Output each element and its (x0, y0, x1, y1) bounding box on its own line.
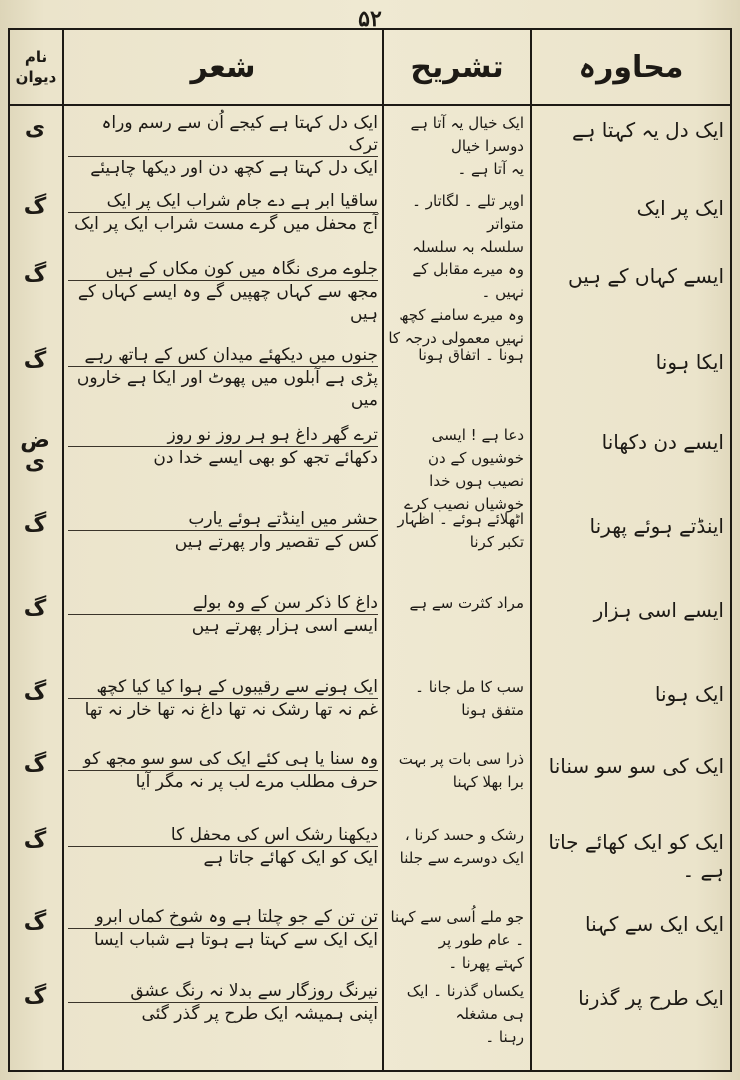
explanation-line: اٹھلائے ہوئے ۔ اظہار تکبر کرنا (397, 510, 524, 551)
divan-code: گ (23, 596, 47, 621)
verse-couplet (68, 592, 378, 637)
verse-line: جنوں میں دیکھئے میدان کس کے ہاتھ رہے (68, 344, 378, 367)
idiom-text: ایک کی سو سو سنانا (548, 754, 724, 778)
divan-code: گ (23, 828, 47, 853)
divan-code: گ (23, 752, 47, 777)
idiom-text: ایسے اسی ہزار (593, 598, 724, 622)
verse-line: داغ کا ذکر سن کے وہ بولے (68, 592, 378, 615)
divan-code: گ (23, 194, 47, 219)
verse-couplet (68, 676, 378, 721)
explanation-text (388, 190, 524, 259)
explanation-text (388, 508, 524, 554)
explanation-line: نصیب ہوں خدا خوشیاں نصیب کرے (404, 472, 524, 513)
divan-code: گ (23, 910, 47, 935)
verse-line: نیرنگ روزگار سے بدلا نہ رنگ عشق (68, 980, 378, 1003)
explanation-line: دعا ہے ! ایسی خوشیوں کے دن (427, 426, 524, 467)
explanation-line: رشک و حسد کرنا ، ایک دوسرے سے جلنا (399, 826, 524, 867)
divan-code: ی (24, 116, 46, 141)
explanation-line: جو ملے اُسی سے کہنا ۔ عام طور پر (390, 908, 524, 949)
verse-couplet (68, 112, 378, 179)
explanation-text (388, 258, 524, 350)
explanation-text (388, 748, 524, 794)
verse-line: ساقیا ابر ہے دے جام شراب ایک پر ایک (68, 190, 378, 213)
explanation-text (388, 592, 524, 615)
header-divan-line: نام (24, 48, 48, 66)
explanation-line: مراد کثرت سے ہے (409, 594, 524, 612)
explanation-line: وہ میرے سامنے کچھ نہیں معمولی درجہ کا (388, 306, 524, 347)
verse-line: ایک دل کہتا ہے کچھ دن اور دیکھا چاہیئے (90, 158, 378, 178)
explanation-text (388, 344, 524, 367)
idiom-text: ایکا ہونا (655, 350, 724, 374)
verse-line: وہ سنا یا ہی کئے ایک کی سو سو مجھ کو (68, 748, 378, 771)
verse-line: مجھ سے کہاں چھپیں گے وہ ایسے کہاں کے ہیں (77, 282, 378, 324)
verse-line: جلوے مری نگاہ میں کون مکاں کے ہیں (68, 258, 378, 281)
explanation-text (388, 906, 524, 975)
divan-code: گ (23, 512, 47, 537)
verse-line: دکھائے تجھ کو بھی ایسے خدا دن (153, 448, 378, 468)
idiom-text: ایک کو ایک کھائے جاتا ہے ۔ (548, 830, 724, 882)
verse-line: ترے گھر داغ ہو ہر روز نو روز (68, 424, 378, 447)
header-explanation: تشریح (410, 49, 504, 85)
verse-couplet (68, 344, 378, 411)
idiom-table (8, 28, 732, 1072)
verse-line: ایک دل کہتا ہے کیجے اُن سے رسم وراہ ترک (68, 112, 378, 157)
idiom-text: اینڈتے ہوئے پھرنا (589, 514, 724, 538)
idiom-text: ایک ایک سے کہنا (585, 912, 724, 936)
verse-line: پڑی ہے آبلوں میں پھوٹ اور ایکا ہے خاروں میں (76, 368, 378, 410)
verse-couplet (68, 748, 378, 793)
explanation-line: وہ میرے مقابل کے نہیں ۔ (412, 260, 524, 301)
column-divider (62, 30, 64, 1070)
idiom-text: ایسے دن دکھانا (601, 430, 724, 454)
verse-line: حشر میں اینڈتے ہوئے یارب (68, 508, 378, 531)
divan-code: گ (23, 984, 47, 1009)
idiom-text: ایک دل یہ کہتا ہے (572, 118, 724, 142)
explanation-line: ہونا ۔ اتفاق ہونا (418, 346, 524, 364)
idiom-text: ایک طرح پر گذرنا (578, 986, 724, 1010)
explanation-line: یہ آتا ہے ۔ (457, 160, 524, 178)
divan-code: ض ی (20, 428, 50, 475)
idiom-text: ایک پر ایک (636, 196, 724, 220)
explanation-line: یکساں گذرنا ۔ ایک ہی مشغلہ (406, 982, 524, 1023)
divan-code: گ (23, 262, 47, 287)
verse-couplet (68, 424, 378, 469)
verse-couplet (68, 190, 378, 235)
explanation-text (388, 824, 524, 870)
verse-line: ایک ایک سے کہتا ہے ہوتا ہے شباب ایسا (94, 930, 378, 950)
header-verse: شعر (190, 49, 256, 85)
verse-couplet (68, 980, 378, 1025)
verse-line: کس کے تقصیر وار پھرتے ہیں (174, 532, 378, 552)
explanation-line: اوپر تلے ۔ لگاتار ۔ متواتر (412, 192, 524, 233)
divan-code: گ (23, 348, 47, 373)
verse-line: آج محفل میں گرے مست شراب ایک پر ایک (74, 214, 378, 234)
explanation-text (388, 676, 524, 722)
verse-couplet (68, 258, 378, 325)
explanation-line: سلسلہ بہ سلسلہ (412, 238, 524, 256)
explanation-text (388, 424, 524, 516)
verse-line: تن تن کے جو چلتا ہے وہ شوخ کماں ابرو (68, 906, 378, 929)
header-divan-line: دیوان (15, 68, 57, 86)
verse-line: اپنی ہمیشہ ایک طرح پر گذر گئی (141, 1004, 378, 1024)
verse-line: ایک کو ایک کھائے جاتا ہے (203, 848, 378, 868)
page-number: ۵۲ (358, 6, 382, 32)
column-divider (382, 30, 384, 1070)
idiom-text: ایسے کہاں کے ہیں (568, 264, 724, 288)
idiom-text: ایک ہونا (654, 682, 724, 706)
verse-line: ایک ہونے سے رقیبوں کے ہوا کیا کیا کچھ (68, 676, 378, 699)
explanation-line: سب کا مل جانا ۔ متفق ہونا (415, 678, 524, 719)
column-divider (530, 30, 532, 1070)
verse-line: دیکھنا رشک اس کی محفل کا (68, 824, 378, 847)
header-idiom: محاورہ (578, 49, 684, 85)
table-header (10, 30, 730, 106)
explanation-line: ایک خیال یہ آتا ہے دوسرا خیال (410, 114, 524, 155)
verse-line: حرف مطلب مرے لب پر نہ مگر آیا (135, 772, 378, 792)
explanation-line: ذرا سی بات پر بہت برا بھلا کہنا (398, 750, 524, 791)
header-divan (10, 30, 62, 104)
explanation-line: کہتے پھرنا ۔ (448, 954, 524, 972)
verse-couplet (68, 906, 378, 951)
explanation-line: رہنا ۔ (485, 1028, 524, 1046)
verse-line: غم نہ تھا رشک نہ تھا داغ نہ تھا خار نہ تھا (84, 700, 378, 720)
verse-couplet (68, 824, 378, 869)
explanation-text (388, 980, 524, 1049)
divan-code: گ (23, 680, 47, 705)
verse-couplet (68, 508, 378, 553)
verse-line: ایسے اسی ہزار پھرتے ہیں (191, 616, 378, 636)
explanation-text (388, 112, 524, 181)
